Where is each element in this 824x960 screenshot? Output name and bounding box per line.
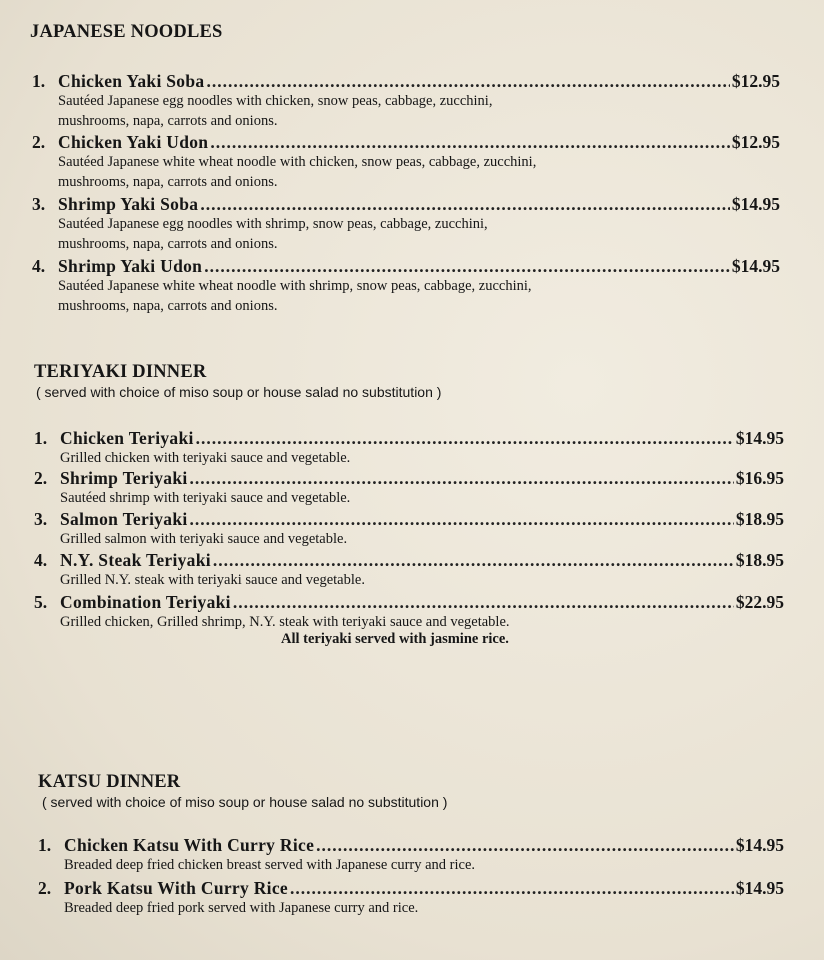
menu-item (34, 467, 784, 509)
item-name: Chicken Katsu With Curry Rice (64, 835, 315, 855)
menu-item (34, 427, 784, 469)
item-name: Chicken Yaki Udon (58, 132, 209, 152)
item-number: 3. (32, 194, 46, 214)
item-name: N.Y. Steak Teriyaki (60, 550, 211, 570)
item-number: 1. (38, 835, 52, 855)
item-description: Sautéed Japanese white wheat noodle with chicken, snow peas, cabbage, zucchini, (58, 154, 537, 170)
leader-dots (190, 508, 734, 530)
section-note: ( served with choice of miso soup or house salad no substitution ) (42, 794, 448, 810)
item-name: Shrimp Teriyaki (60, 468, 188, 488)
item-description-cont: mushrooms, napa, carrots and onions. (58, 112, 278, 129)
menu-item (32, 70, 780, 131)
item-description: Sautéed shrimp with teriyaki sauce and vegetable. (60, 490, 351, 506)
leader-dots (316, 834, 734, 856)
menu-item (38, 834, 784, 876)
item-number: 4. (34, 550, 48, 570)
item-name: Chicken Teriyaki (60, 428, 194, 448)
item-name: Salmon Teriyaki (60, 509, 188, 529)
leader-dots (210, 131, 730, 153)
item-name: Pork Katsu With Curry Rice (64, 878, 288, 898)
leader-dots (196, 427, 734, 449)
item-name: Chicken Yaki Soba (58, 71, 205, 91)
leader-dots (290, 877, 734, 899)
item-price: $14.95 (731, 256, 780, 276)
item-price: $16.95 (735, 468, 784, 488)
item-description: Grilled N.Y. steak with teriyaki sauce and vegetable. (60, 572, 365, 588)
item-number: 4. (32, 256, 46, 276)
item-description: Sautéed Japanese egg noodles with chicken, snow peas, cabbage, zucchini, (58, 93, 493, 109)
item-price: $14.95 (731, 194, 780, 214)
section-title-katsu-dinner: KATSU DINNER (38, 772, 181, 792)
item-number: 1. (32, 71, 46, 91)
menu-item (38, 877, 784, 919)
item-number: 1. (34, 428, 48, 448)
item-price: $14.95 (735, 428, 784, 448)
leader-dots (206, 70, 729, 92)
item-number: 5. (34, 592, 48, 612)
item-number: 2. (32, 132, 46, 152)
leader-dots (200, 193, 730, 215)
item-number: 3. (34, 509, 48, 529)
item-description: Sautéed Japanese egg noodles with shrimp, snow peas, cabbage, zucchini, (58, 216, 488, 232)
item-description-cont: mushrooms, napa, carrots and onions. (58, 235, 278, 252)
item-description: Sautéed Japanese white wheat noodle with shrimp, snow peas, cabbage, zucchini, (58, 278, 532, 294)
menu-item (34, 591, 784, 633)
item-description: Grilled salmon with teriyaki sauce and vegetable. (60, 531, 348, 547)
menu-item (32, 131, 780, 192)
section-note: ( served with choice of miso soup or house salad no substitution ) (36, 384, 442, 400)
item-description: Breaded deep fried pork served with Japanese curry and rice. (64, 900, 419, 916)
item-price: $14.95 (735, 878, 784, 898)
item-price: $18.95 (735, 550, 784, 570)
item-name: Shrimp Yaki Udon (58, 256, 203, 276)
menu-item (34, 508, 784, 550)
item-number: 2. (38, 878, 52, 898)
leader-dots (190, 467, 734, 489)
leader-dots (213, 549, 734, 571)
item-description: Breaded deep fried chicken breast served with Japanese curry and rice. (64, 857, 476, 873)
item-price: $22.95 (735, 592, 784, 612)
teriyaki-footnote: All teriyaki served with jasmine rice. (281, 631, 509, 647)
item-name: Combination Teriyaki (60, 592, 231, 612)
menu-item (32, 193, 780, 254)
section-title-teriyaki-dinner: TERIYAKI DINNER (34, 362, 207, 382)
item-price: $14.95 (735, 835, 784, 855)
item-name: Shrimp Yaki Soba (58, 194, 199, 214)
item-description: Grilled chicken with teriyaki sauce and vegetable. (60, 450, 351, 466)
menu-item (32, 255, 780, 316)
item-price: $12.95 (731, 71, 780, 91)
menu-item (34, 549, 784, 591)
section-title-japanese-noodles: JAPANESE NOODLES (30, 22, 223, 42)
item-description-cont: mushrooms, napa, carrots and onions. (58, 173, 278, 190)
item-description: Grilled chicken, Grilled shrimp, N.Y. steak with teriyaki sauce and vegetable. (60, 614, 510, 630)
item-price: $12.95 (731, 132, 780, 152)
leader-dots (233, 591, 734, 613)
item-price: $18.95 (735, 509, 784, 529)
item-number: 2. (34, 468, 48, 488)
leader-dots (204, 255, 730, 277)
item-description-cont: mushrooms, napa, carrots and onions. (58, 297, 278, 314)
